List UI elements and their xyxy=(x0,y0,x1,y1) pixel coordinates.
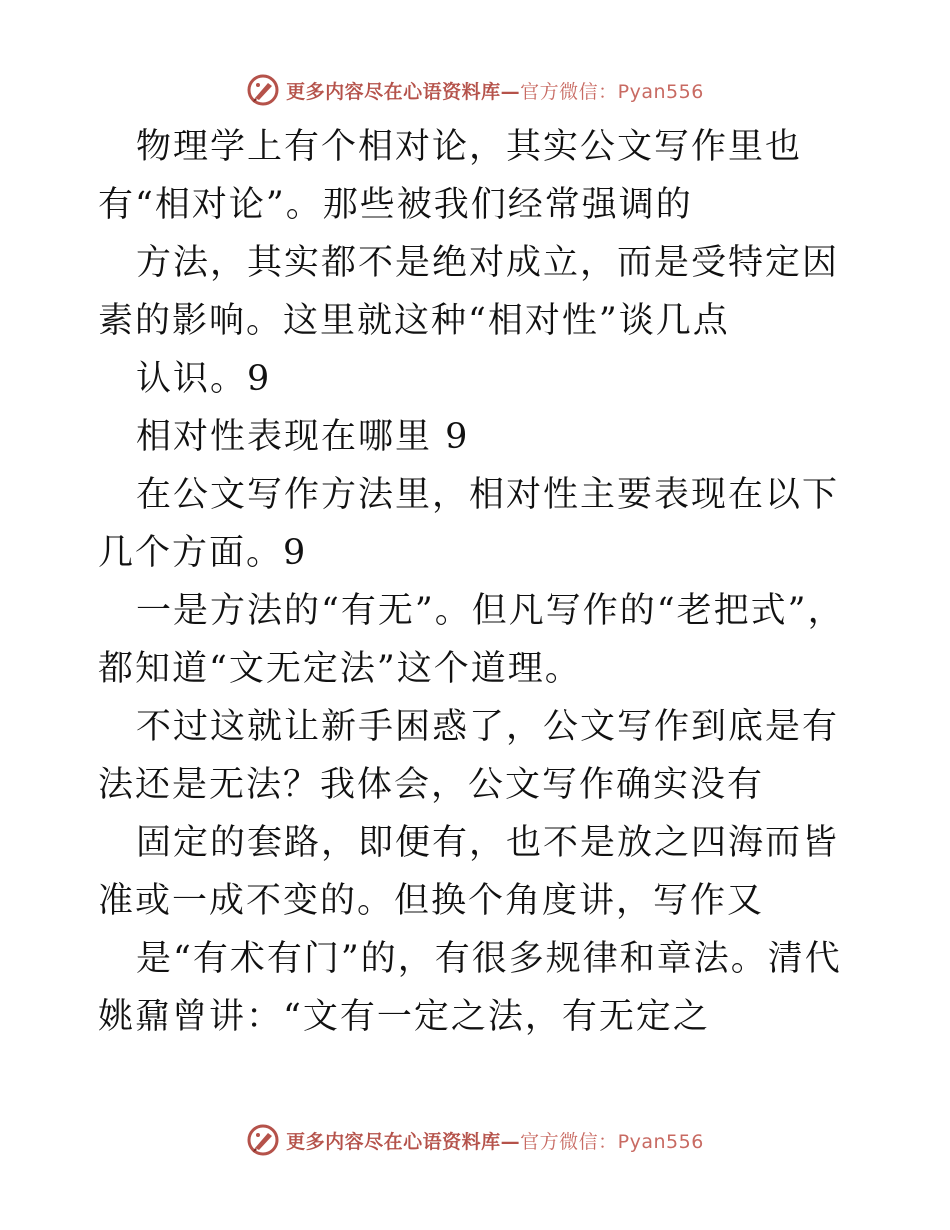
header-watermark xyxy=(0,70,950,110)
paragraph: 物理学上有个相对论，其实公文写作里也有“相对论”。那些被我们经常强调的 xyxy=(98,127,803,225)
paragraph: 是“有术有门”的，有很多规律和章法。清代姚鼐曾讲：“文有一定之法，有无定之 xyxy=(98,939,842,1037)
header-watermark-text: 更多内容尽在心语资料库—官方微信：Pyan556 xyxy=(286,80,704,103)
pen-logo-icon xyxy=(246,73,280,107)
paragraph: 方法，其实都不是绝对成立，而是受特定因素的影响。这里就这种“相对性”谈几点 xyxy=(98,243,840,341)
paragraph: 不过这就让新手困惑了，公文写作到底是有法还是无法？我体会，公文写作确实没有 xyxy=(98,707,840,805)
footer-watermark-text: 更多内容尽在心语资料库—官方微信：Pyan556 xyxy=(286,1130,704,1153)
paragraph: 固定的套路，即便有，也不是放之四海而皆准或一成不变的。但换个角度讲，写作又 xyxy=(98,823,840,921)
document-body xyxy=(98,118,858,1046)
paragraph: 认识。9 xyxy=(136,359,272,399)
pen-logo-icon xyxy=(246,1123,280,1157)
paragraph: 在公文写作方法里，相对性主要表现在以下几个方面。9 xyxy=(98,475,840,573)
paragraph: 一是方法的“有无”。但凡写作的“老把式”，都知道“文无定法”这个道理。 xyxy=(98,591,845,689)
footer-watermark xyxy=(0,1120,950,1160)
section-heading: 相对性表现在哪里 9 xyxy=(136,417,470,457)
